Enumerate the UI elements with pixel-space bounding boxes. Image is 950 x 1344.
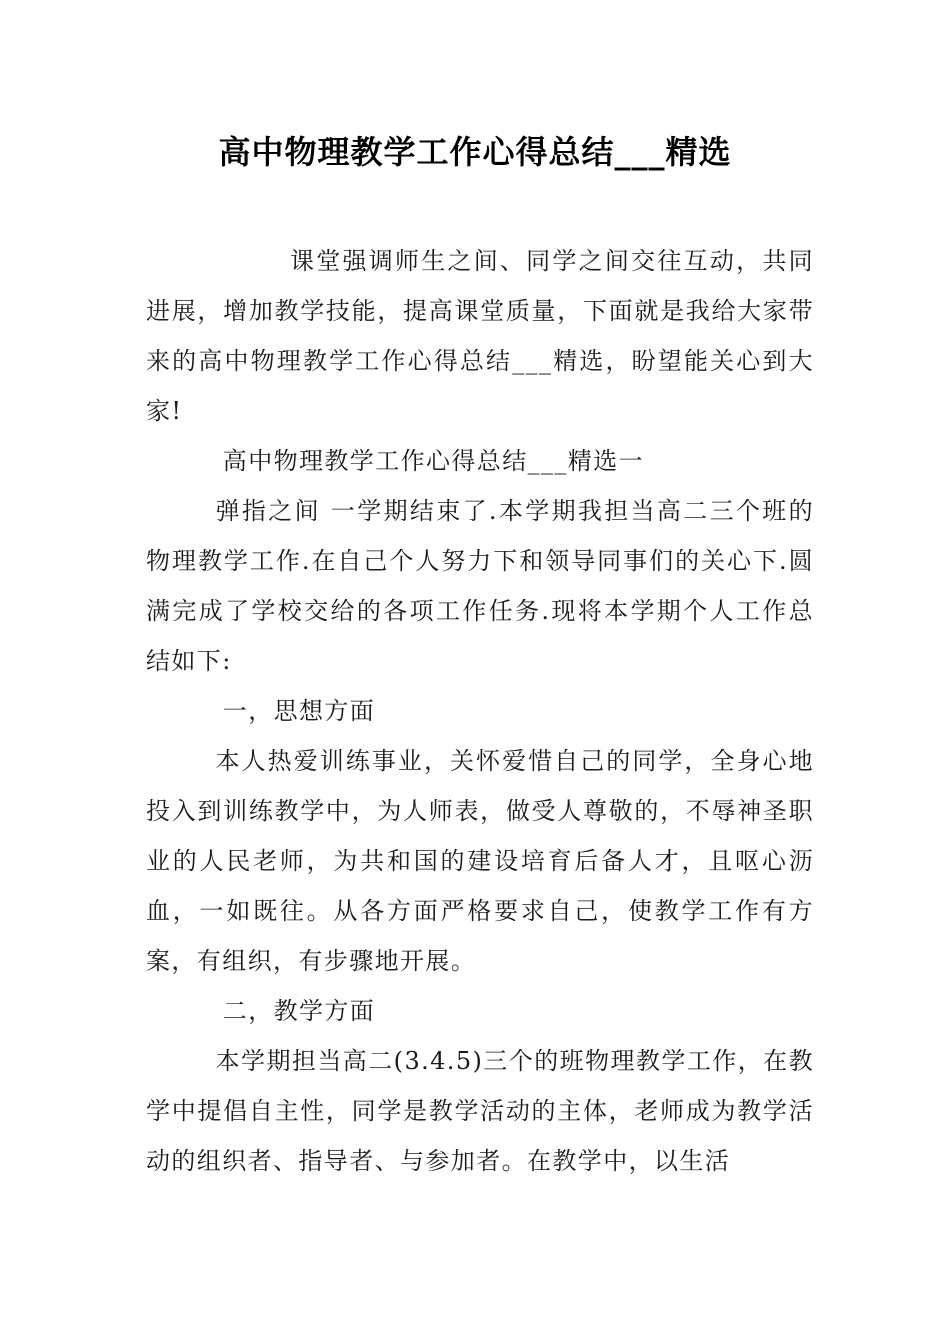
section-heading-thought: 一，思想方面 bbox=[222, 697, 376, 725]
section-heading-1: 高中物理教学工作心得总结___精选一 bbox=[222, 447, 644, 475]
intro-paragraph: 课堂强调师生之间、同学之间交往互动，共同进展，增加教学技能，提高课堂质量，下面就是我给大家带来的高中物理教学工作心得总结___精选，盼望能关心到大家! bbox=[146, 247, 814, 425]
document-title: 高中物理教学工作心得总结___精选 bbox=[218, 133, 732, 171]
teaching-paragraph: 本学期担当高二(3.4.5)三个的班物理教学工作，在教学中提倡自主性，同学是教学活动的主体，老师成为教学活动的组织者、指导者、与参加者。在教学中，以生活 bbox=[146, 1047, 814, 1175]
section-heading-teaching: 二，教学方面 bbox=[222, 997, 376, 1025]
summary-paragraph: 弹指之间 一学期结束了.本学期我担当高二三个班的物理教学工作.在自己个人努力下和领导同事们的关心下.圆满完成了学校交给的各项工作任务.现将本学期个人工作总结如下: bbox=[146, 497, 814, 675]
thought-paragraph: 本人热爱训练事业，关怀爱惜自己的同学，全身心地投入到训练教学中，为人师表，做受人尊敬的，不辱神圣职业的人民老师，为共和国的建设培育后备人才，且呕心沥血，一如既往。从各方面严格要求自己，使教学工作有方案，有组织，有步骤地开展。 bbox=[146, 747, 814, 975]
document-body bbox=[146, 236, 814, 1186]
